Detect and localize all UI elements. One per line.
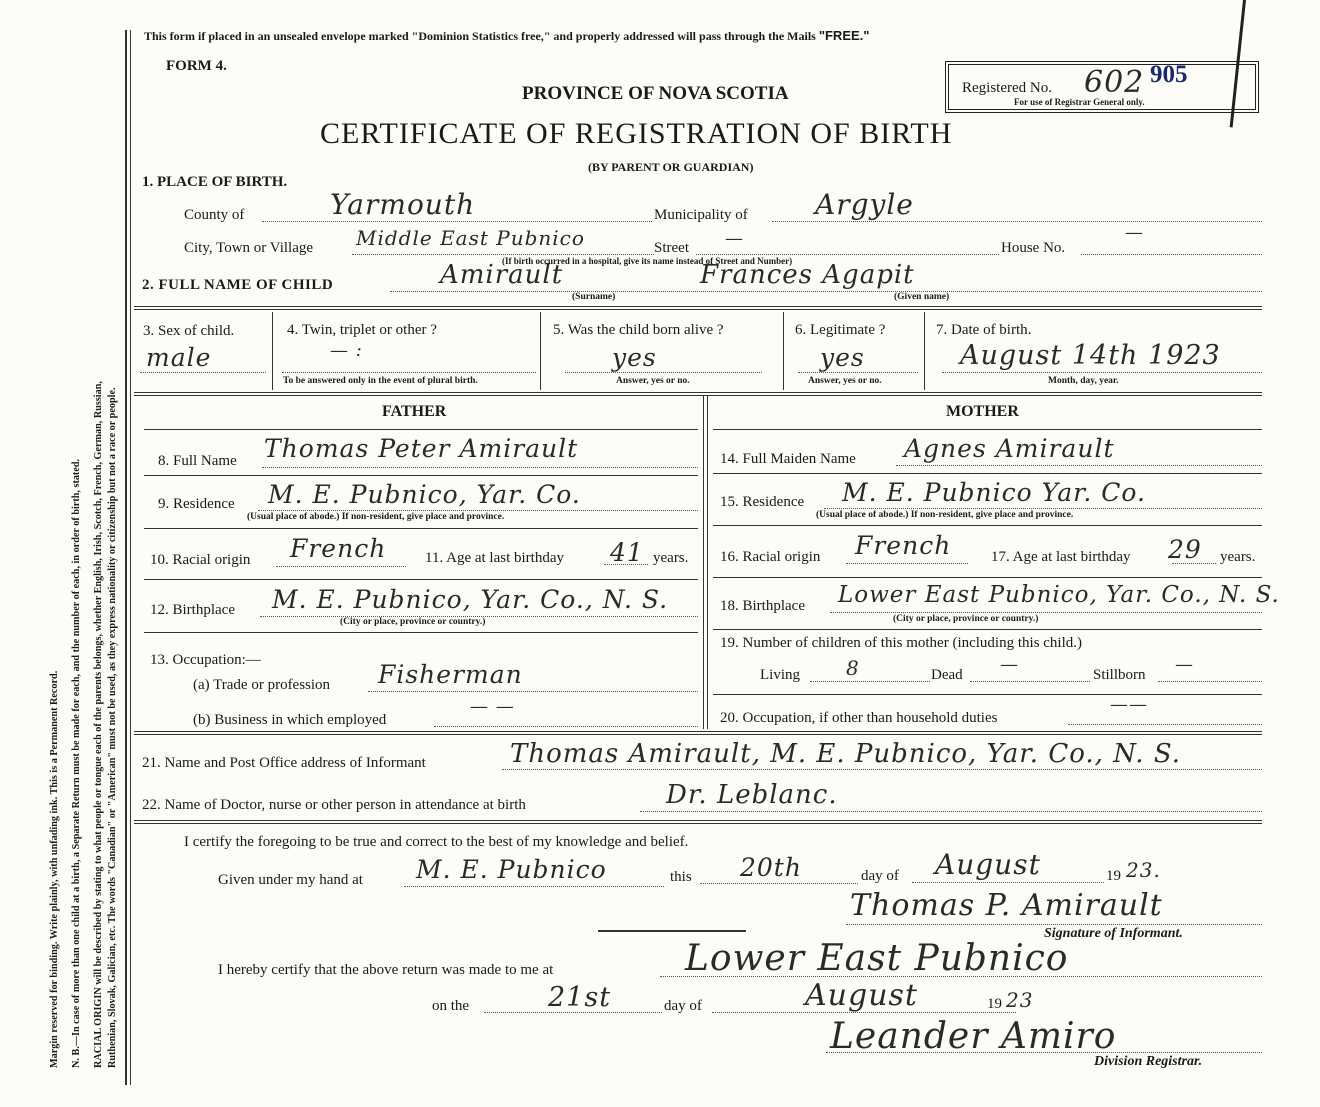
province-title: PROVINCE OF NOVA SCOTIA (522, 83, 789, 104)
registrar-on-label: on the (432, 998, 470, 1014)
house-number-label: House No. (1001, 240, 1066, 256)
given-place-value: M. E. Pubnico (416, 855, 607, 884)
given-year-prefix: 19 (1106, 868, 1121, 884)
father-birthplace-note: (City or place, province or country.) (340, 617, 486, 627)
city-label: City, Town or Village (184, 240, 314, 256)
mother-name-label: 14. Full Maiden Name (720, 451, 856, 467)
margin-nb-note: N. B.—In case of more than one child at a birth, a Separate Return must be made for each, and the number of each, in order of birth, stated. (71, 458, 82, 1068)
twin-label: 4. Twin, triplet or other ? (287, 322, 437, 338)
margin-racial-note-2: Ruthenian, Slovak, Galician, etc. The words "Canadian" or "American" must not be used, as they express nationality or citizenship but not a race or people. (107, 387, 118, 1068)
mother-living-label: Living (760, 667, 800, 683)
father-residence-note: (Usual place of abode.) If non-resident, give place and province. (247, 512, 505, 522)
informant-label: 21. Name and Post Office address of Informant (142, 755, 426, 771)
mother-age-label: 17. Age at last birthday (991, 549, 1131, 565)
county-value: Yarmouth (330, 188, 476, 221)
given-under-label: Given under my hand at (218, 872, 363, 888)
mother-residence-value: M. E. Pubnico Yar. Co. (842, 478, 1146, 507)
father-age-label: 11. Age at last birthday (425, 550, 564, 566)
mother-stillborn-label: Stillborn (1093, 667, 1146, 683)
father-birthplace-label: 12. Birthplace (150, 602, 235, 618)
legitimate-value: yes (820, 343, 865, 372)
county-label: County of (184, 207, 245, 223)
mother-race-label: 16. Racial origin (720, 549, 821, 565)
mother-living-value: 8 (846, 656, 860, 680)
legitimate-label: 6. Legitimate ? (795, 322, 886, 338)
mother-occupation-label: 20. Occupation, if other than household duties (720, 710, 998, 726)
father-name-value: Thomas Peter Amirault (264, 434, 579, 463)
given-dayof-label: day of (861, 868, 899, 884)
sex-label: 3. Sex of child. (143, 323, 235, 339)
municipality-value: Argyle (815, 188, 914, 221)
mother-birthplace-label: 18. Birthplace (720, 598, 805, 614)
registrar-month-value: August (805, 978, 918, 1013)
doctor-value: Dr. Leblanc. (666, 780, 838, 810)
father-age-value: 41 (610, 538, 644, 567)
surname-note: (Surname) (572, 292, 616, 302)
informant-signature-label: Signature of Informant. (1044, 926, 1183, 941)
father-occupation-label: 13. Occupation:— (150, 652, 261, 668)
father-business-value: — — (470, 696, 515, 717)
registered-number-box (945, 61, 1259, 113)
father-residence-label: 9. Residence (158, 496, 235, 512)
child-given-name: Frances Agapit (700, 260, 915, 290)
father-business-label: (b) Business in which employed (193, 712, 387, 728)
registrar-signature-label: Division Registrar. (1094, 1054, 1203, 1069)
doctor-label: 22. Name of Doctor, nurse or other person in attendance at birth (142, 797, 526, 813)
margin-rule (125, 30, 127, 1085)
registrar-year-value: 23 (1006, 988, 1034, 1012)
mother-age-years: years. (1220, 549, 1256, 565)
registrar-day-value: 21st (548, 982, 612, 1013)
twin-value: — : (330, 340, 363, 361)
date-of-birth-label: 7. Date of birth. (936, 322, 1032, 338)
mailing-notice: This form if placed in an unsealed envelope marked "Dominion Statistics free," and properly addressed will pass through the Mails "FREE." (144, 28, 870, 43)
registrar-signature: Leander Amiro (830, 1016, 1117, 1057)
mother-race-value: French (855, 531, 952, 560)
certificate-title: CERTIFICATE OF REGISTRATION OF BIRTH (320, 117, 953, 150)
mother-dead-value: — (1000, 654, 1019, 675)
margin-racial-note-1: RACIAL ORIGIN will be described by stating to what people or tongue each of the parents belongs, whether English, Irish, Scotch, French, German, Russian, (93, 381, 104, 1068)
mother-name-value: Agnes Amirault (904, 434, 1115, 463)
date-of-birth-value: August 14th 1923 (960, 340, 1221, 371)
registrar-place-value: Lower East Pubnico (685, 938, 1069, 979)
mother-heading: MOTHER (946, 403, 1019, 420)
given-year-value: 23. (1126, 858, 1161, 882)
certificate-subtitle: (BY PARENT OR GUARDIAN) (588, 160, 754, 174)
registrar-text: I hereby certify that the above return was made to me at (218, 962, 554, 978)
registered-number-stamp: 905 (1150, 61, 1188, 88)
mother-residence-note: (Usual place of abode.) If non-resident, give place and province. (816, 510, 1074, 520)
legitimate-note: Answer, yes or no. (808, 376, 882, 386)
child-name-label: 2. FULL NAME OF CHILD (142, 277, 334, 293)
mother-birthplace-note: (City or place, province or country.) (893, 614, 1039, 624)
child-surname: Amirault (440, 260, 564, 290)
registrar-year-prefix: 19 (987, 996, 1002, 1012)
given-day-value: 20th (740, 853, 802, 882)
father-birthplace-value: M. E. Pubnico, Yar. Co., N. S. (272, 585, 669, 614)
mother-age-value: 29 (1168, 535, 1202, 564)
certify-text: I certify the foregoing to be true and correct to the best of my knowledge and belief. (184, 834, 689, 850)
father-residence-value: M. E. Pubnico, Yar. Co. (268, 480, 581, 509)
street-label: Street (654, 240, 689, 256)
father-trade-label: (a) Trade or profession (193, 677, 331, 693)
house-number-value: — (1125, 222, 1144, 243)
margin-rule-inner (130, 30, 131, 1085)
father-race-value: French (290, 534, 387, 563)
city-value: Middle East Pubnico (356, 226, 585, 250)
mother-children-label: 19. Number of children of this mother (including this child.) (720, 635, 1083, 651)
born-alive-note: Answer, yes or no. (616, 376, 690, 386)
mother-birthplace-value: Lower East Pubnico, Yar. Co., N. S. (838, 582, 1280, 608)
registrar-dayof-label: day of (664, 998, 702, 1014)
informant-value: Thomas Amirault, M. E. Pubnico, Yar. Co., N. S. (510, 739, 1181, 769)
twin-note: To be answered only in the event of plural birth. (283, 376, 478, 386)
street-value: — (725, 228, 744, 249)
informant-signature: Thomas P. Amirault (850, 888, 1163, 923)
born-alive-label: 5. Was the child born alive ? (553, 322, 724, 338)
given-name-note: (Given name) (894, 292, 950, 302)
mother-occupation-value: —— (1110, 694, 1148, 715)
sex-value: male (146, 343, 212, 372)
registered-number-label: Registered No. (962, 80, 1052, 96)
place-of-birth-label: 1. PLACE OF BIRTH. (142, 174, 288, 190)
this-label: this (670, 869, 692, 885)
mother-residence-label: 15. Residence (720, 494, 805, 510)
mother-stillborn-value: — (1175, 654, 1194, 675)
date-of-birth-note: Month, day, year. (1048, 376, 1119, 386)
hospital-note: (If birth occurred in a hospital, give its name instead of Street and Number) (502, 256, 793, 266)
given-month-value: August (935, 848, 1041, 881)
father-age-years: years. (653, 550, 689, 566)
margin-binding-note: Margin reserved for binding. Write plainly, with unfading ink. This is a Permanent Record. (49, 670, 60, 1068)
registered-number-note: For use of Registrar General only. (1014, 97, 1145, 107)
father-heading: FATHER (382, 403, 447, 420)
father-name-label: 8. Full Name (158, 453, 237, 469)
born-alive-value: yes (612, 343, 657, 372)
municipality-label: Municipality of (654, 207, 748, 223)
father-trade-value: Fisherman (378, 660, 523, 689)
form-number: FORM 4. (166, 58, 227, 74)
mother-dead-label: Dead (931, 667, 963, 683)
registered-number-handwritten: 602 (1084, 65, 1145, 100)
father-race-label: 10. Racial origin (150, 552, 251, 568)
